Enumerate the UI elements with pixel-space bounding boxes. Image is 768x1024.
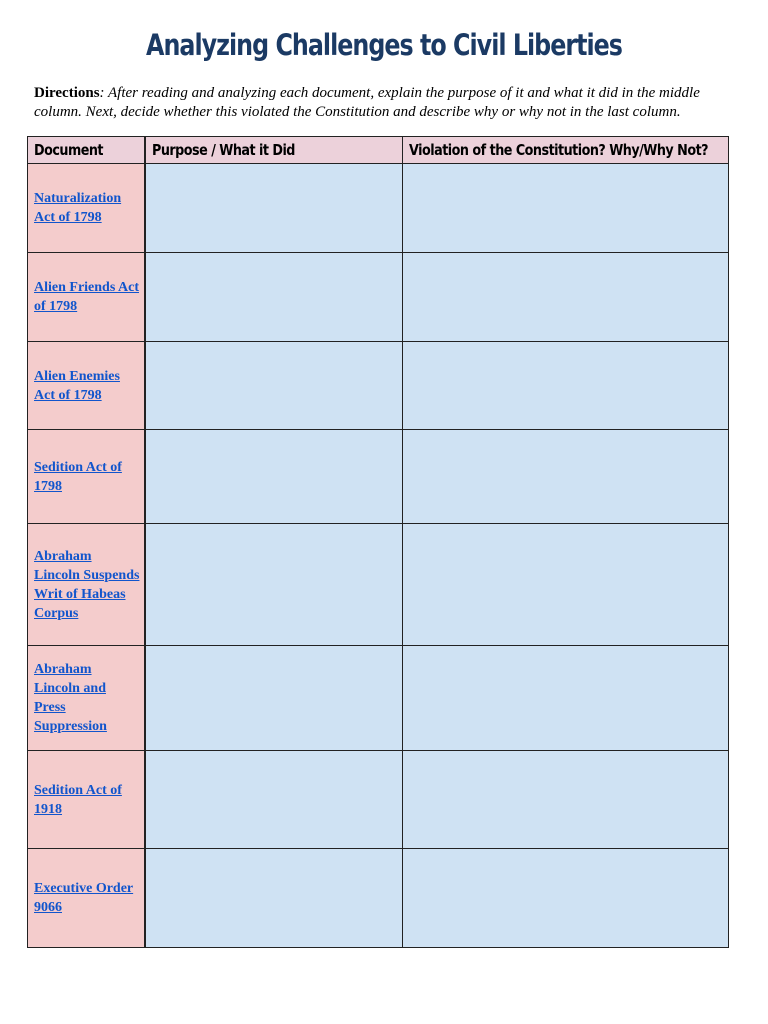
directions [34,84,724,122]
document-link[interactable]: Executive Order 9066 [34,881,134,915]
purpose-answer-cell[interactable] [145,253,403,342]
directions-text: : After reading and analyzing each document, explain the purpose of it and what it did in the middle column. Next, decide whether this violated the Constitution and describe why or why not in the last column. [34,85,700,120]
table-row [28,646,729,751]
document-cell [28,430,145,524]
violation-answer-cell[interactable] [403,342,729,430]
document-link[interactable]: Abraham Lincoln Suspends Writ of Habeas Corpus [34,548,140,621]
column-header-document: Document [28,137,145,164]
document-link[interactable]: Naturalization Act of 1798 [34,191,122,225]
purpose-answer-cell[interactable] [145,751,403,849]
violation-answer-cell[interactable] [403,751,729,849]
table-row [28,751,729,849]
column-header-purpose: Purpose / What it Did [145,137,403,164]
document-cell [28,849,145,948]
document-cell [28,164,145,253]
analysis-table [27,136,729,948]
document-cell [28,524,145,646]
document-link[interactable]: Sedition Act of 1798 [34,459,122,494]
violation-answer-cell[interactable] [403,849,729,948]
document-cell [28,646,145,751]
table-row [28,849,729,948]
purpose-answer-cell[interactable] [145,164,403,253]
document-cell [28,253,145,342]
table-header-row [28,137,729,164]
page-title: Analyzing Challenges to Civil Liberties [146,28,622,62]
document-link[interactable]: Alien Friends Act of 1798 [34,280,139,314]
directions-label: Directions [34,85,100,101]
violation-answer-cell[interactable] [403,164,729,253]
purpose-answer-cell[interactable] [145,646,403,751]
table-row [28,524,729,646]
document-cell [28,751,145,849]
document-link[interactable]: Alien Enemies Act of 1798 [34,368,120,403]
purpose-answer-cell[interactable] [145,849,403,948]
document-cell [28,342,145,430]
table-row [28,342,729,430]
purpose-answer-cell[interactable] [145,342,403,430]
document-link[interactable]: Sedition Act of 1918 [34,782,122,817]
column-header-violation: Violation of the Constitution? Why/Why Not? [403,137,729,164]
purpose-answer-cell[interactable] [145,430,403,524]
violation-answer-cell[interactable] [403,646,729,751]
violation-answer-cell[interactable] [403,524,729,646]
violation-answer-cell[interactable] [403,430,729,524]
document-link[interactable]: Abraham Lincoln and Press Suppression [34,662,107,734]
table-row [28,164,729,253]
purpose-answer-cell[interactable] [145,524,403,646]
table-row [28,430,729,524]
table-row [28,253,729,342]
violation-answer-cell[interactable] [403,253,729,342]
